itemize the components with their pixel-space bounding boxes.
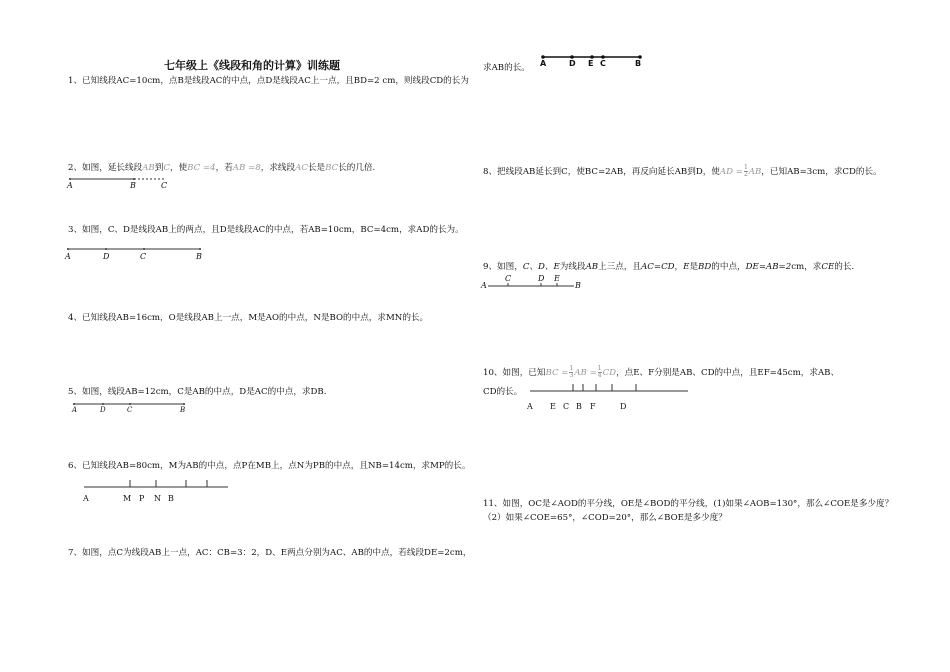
- q3-point-a: A: [65, 252, 71, 261]
- question-5: 5、如图，线段AB=12cm，C是AB的中点，D是AC的中点，求DB.: [68, 387, 327, 397]
- q6-point-n: N: [154, 494, 161, 503]
- q10-point-c: C: [563, 402, 570, 411]
- diagram-q6-segment: [84, 480, 228, 487]
- q7-point-a: A: [540, 59, 547, 68]
- q9-point-d: D: [538, 274, 545, 283]
- q3-point-b: B: [196, 252, 202, 261]
- worksheet-title: 七年级上《线段和角的计算》训练题: [164, 59, 340, 72]
- q10-point-d: D: [620, 402, 627, 411]
- q7-point-c: C: [600, 59, 606, 68]
- q10-point-f: F: [590, 402, 596, 411]
- question-2: 2、如图，延长线段AB到C，使BC =4，若AB =8，求线段AC长是BC长的几倍.: [68, 163, 376, 173]
- q2-point-c: C: [161, 181, 168, 190]
- question-3: 3、如图，C、D是线段AB上的两点，且D是线段AC的中点，若AB=10cm，BC=4cm，求AD的长为。: [68, 225, 464, 235]
- question-11: 11、如图，OC是∠AOD的平分线，OE是∠BOD的平分线，(1)如果∠AOB=130°，那么∠COE是多少度？: [483, 499, 894, 509]
- q3-point-c: C: [140, 252, 147, 261]
- q5-point-c: C: [127, 406, 133, 414]
- q10-point-b: B: [576, 402, 582, 411]
- q2-point-a: A: [67, 181, 73, 190]
- q9-point-b: B: [575, 281, 581, 290]
- diagram-q3-segment: [67, 248, 201, 250]
- diagram-q5-segment: [73, 403, 185, 405]
- question-7-continued: 求AB的长。: [483, 63, 530, 73]
- q10-point-a: A: [527, 402, 533, 411]
- question-6: 6、已知线段AB=80cm，M为AB的中点，点P在MB上，点N为PB的中点，且NB=14cm，求MP的长。: [68, 461, 471, 471]
- fraction-third: $\frac{1}{3}$: [569, 365, 574, 379]
- q2-point-b: B: [130, 181, 136, 190]
- question-11-continued: （2）如果∠COE=65°，∠COD=20°，那么∠BOE是多少度？: [483, 513, 727, 523]
- q5-point-b: B: [180, 406, 186, 414]
- diagram-q9-segment: [488, 283, 574, 286]
- diagram-q2-segment: [69, 178, 164, 180]
- q5-point-a: A: [72, 406, 78, 414]
- question-1: 1、已知线段AC=10cm，点B是线段AC的中点，点D是线段AC上一点，且BD=2 cm，则线段CD的长为: [68, 76, 469, 86]
- question-9: 9、如图，C、D、E为线段AB上三点，且AC=CD，E是BD的中点，DE=AB=2cm，求CE的长.: [483, 262, 855, 272]
- question-10-continued: CD的长。: [483, 387, 523, 397]
- diagram-q10-segment: [530, 384, 688, 391]
- q6-point-m: M: [123, 494, 132, 503]
- question-10: 10、如图，已知BC = $\frac{1}{3}$ AB = $\frac{1}{4}$ CD，点E、F分别是AB、CD的中点，且EF=45cm，求AB、: [483, 365, 840, 379]
- q7-point-b: B: [635, 59, 642, 68]
- fraction-half: $\frac{1}{2}$: [743, 164, 748, 178]
- q10-point-e: E: [550, 402, 556, 411]
- q7-point-d: D: [569, 59, 576, 68]
- q7-point-e: E: [588, 59, 594, 68]
- q3-point-d: D: [103, 252, 110, 261]
- q6-point-a: A: [83, 494, 89, 503]
- fraction-quarter: $\frac{1}{4}$: [597, 365, 602, 379]
- q9-point-a: A: [481, 281, 487, 290]
- q6-point-b: B: [168, 494, 174, 503]
- q6-point-p: P: [139, 494, 145, 503]
- question-8: 8、把线段AB延长到C，使BC=2AB，再反向延长AB到D，使AD = $\frac{1}{2}$ AB，已知AB=3cm，求CD的长。: [483, 164, 882, 178]
- q5-point-d: D: [100, 406, 106, 414]
- question-4: 4、已知线段AB=16cm，O是线段AB上一点，M是AO的中点，N是BO的中点，求MN的长。: [68, 313, 429, 323]
- q9-point-c: C: [505, 274, 512, 283]
- q9-point-e: E: [554, 274, 560, 283]
- question-7: 7、如图，点C为线段AB上一点，AC：CB=3：2，D、E两点分别为AC、AB的中点，若线段DE=2cm，: [68, 548, 472, 558]
